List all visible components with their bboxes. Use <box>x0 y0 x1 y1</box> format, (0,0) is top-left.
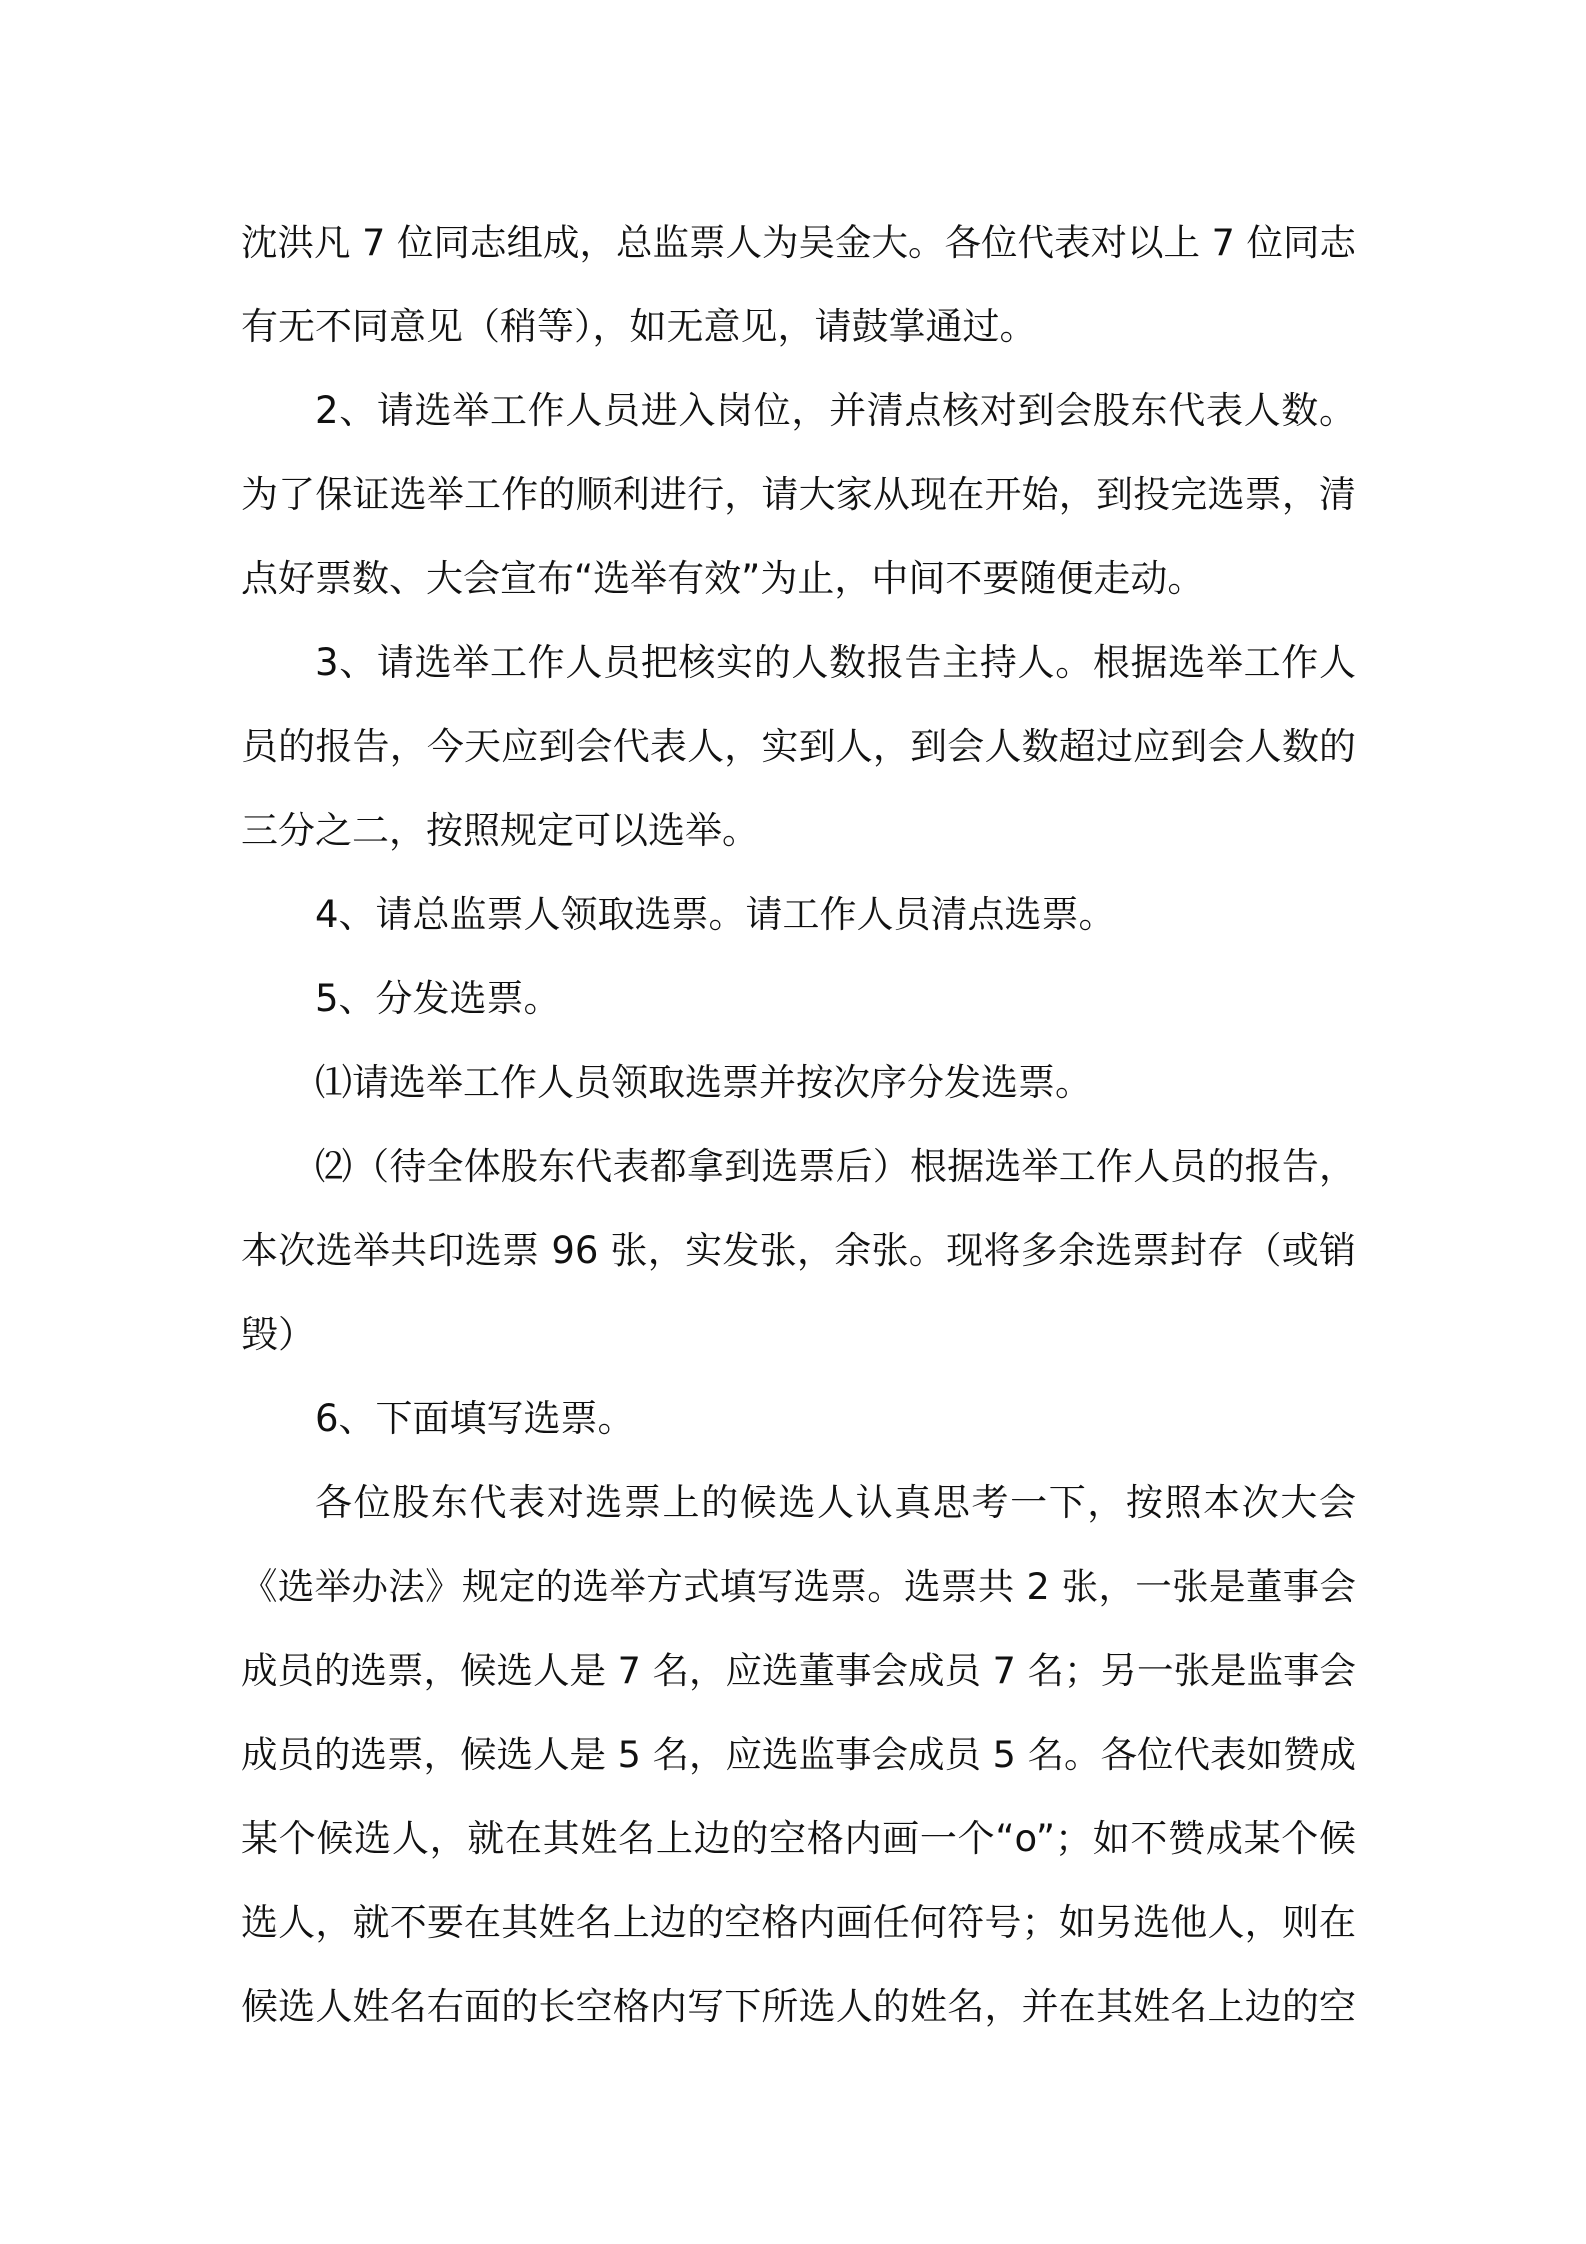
line-text: 毁） <box>241 1313 315 1356</box>
text-line <box>241 789 1361 873</box>
line-text: 《选举办法》规定的选举方式填写选票。选票共 2 张，一张是董事会 <box>241 1565 1356 1608</box>
line-text: 成员的选票，候选人是 7 名，应选董事会成员 7 名；另一张是监事会 <box>241 1649 1356 1692</box>
line-text: 点好票数、大会宣布“选举有效”为止，中间不要随便走动。 <box>241 557 1205 600</box>
line-text: 有无不同意见（稍等），如无意见，请鼓掌通过。 <box>241 305 1037 348</box>
text-line <box>241 1797 1361 1881</box>
line-text: 2、请选举工作人员进入岗位，并清点核对到会股东代表人数。 <box>315 389 1356 432</box>
text-line <box>241 621 1361 705</box>
text-line <box>241 1713 1361 1797</box>
text-line <box>241 1209 1361 1293</box>
document-body <box>241 201 1361 2049</box>
text-line <box>241 705 1361 789</box>
text-line <box>241 201 1361 285</box>
text-line <box>241 957 1361 1041</box>
line-text: 本次选举共印选票 96 张，实发张，余张。现将多余选票封存（或销 <box>241 1229 1356 1272</box>
text-line <box>241 1881 1361 1965</box>
line-text: 5、分发选票。 <box>315 977 561 1020</box>
line-text: 6、下面填写选票。 <box>315 1397 635 1440</box>
line-text: ⑴请选举工作人员领取选票并按次序分发选票。 <box>315 1061 1092 1104</box>
text-line <box>241 1461 1361 1545</box>
text-line <box>241 285 1361 369</box>
line-text: 候选人姓名右面的长空格内写下所选人的姓名，并在其姓名上边的空 <box>241 1985 1356 2028</box>
text-line <box>241 1125 1361 1209</box>
text-line <box>241 1965 1361 2049</box>
text-line <box>241 1041 1361 1125</box>
line-text: 三分之二，按照规定可以选举。 <box>241 809 759 852</box>
text-line <box>241 1377 1361 1461</box>
text-line <box>241 537 1361 621</box>
line-text: 成员的选票，候选人是 5 名，应选监事会成员 5 名。各位代表如赞成 <box>241 1733 1356 1776</box>
text-line <box>241 453 1361 537</box>
text-line <box>241 1293 1361 1377</box>
text-line <box>241 369 1361 453</box>
line-text: 各位股东代表对选票上的候选人认真思考一下，按照本次大会 <box>315 1481 1356 1524</box>
line-text: 4、请总监票人领取选票。请工作人员清点选票。 <box>315 893 1116 936</box>
line-text: ⑵（待全体股东代表都拿到选票后）根据选举工作人员的报告， <box>315 1145 1356 1188</box>
line-text: 员的报告，今天应到会代表人，实到人，到会人数超过应到会人数的 <box>241 725 1356 768</box>
text-line <box>241 1629 1361 1713</box>
text-line <box>241 873 1361 957</box>
line-text: 沈洪凡 7 位同志组成，总监票人为吴金大。各位代表对以上 7 位同志 <box>241 221 1356 264</box>
text-line <box>241 1545 1361 1629</box>
line-text: 某个候选人，就在其姓名上边的空格内画一个“o”；如不赞成某个候 <box>241 1817 1356 1860</box>
line-text: 为了保证选举工作的顺利进行，请大家从现在开始，到投完选票，清 <box>241 473 1356 516</box>
line-text: 选人，就不要在其姓名上边的空格内画任何符号；如另选他人，则在 <box>241 1901 1356 1944</box>
line-text: 3、请选举工作人员把核实的人数报告主持人。根据选举工作人 <box>315 641 1356 684</box>
